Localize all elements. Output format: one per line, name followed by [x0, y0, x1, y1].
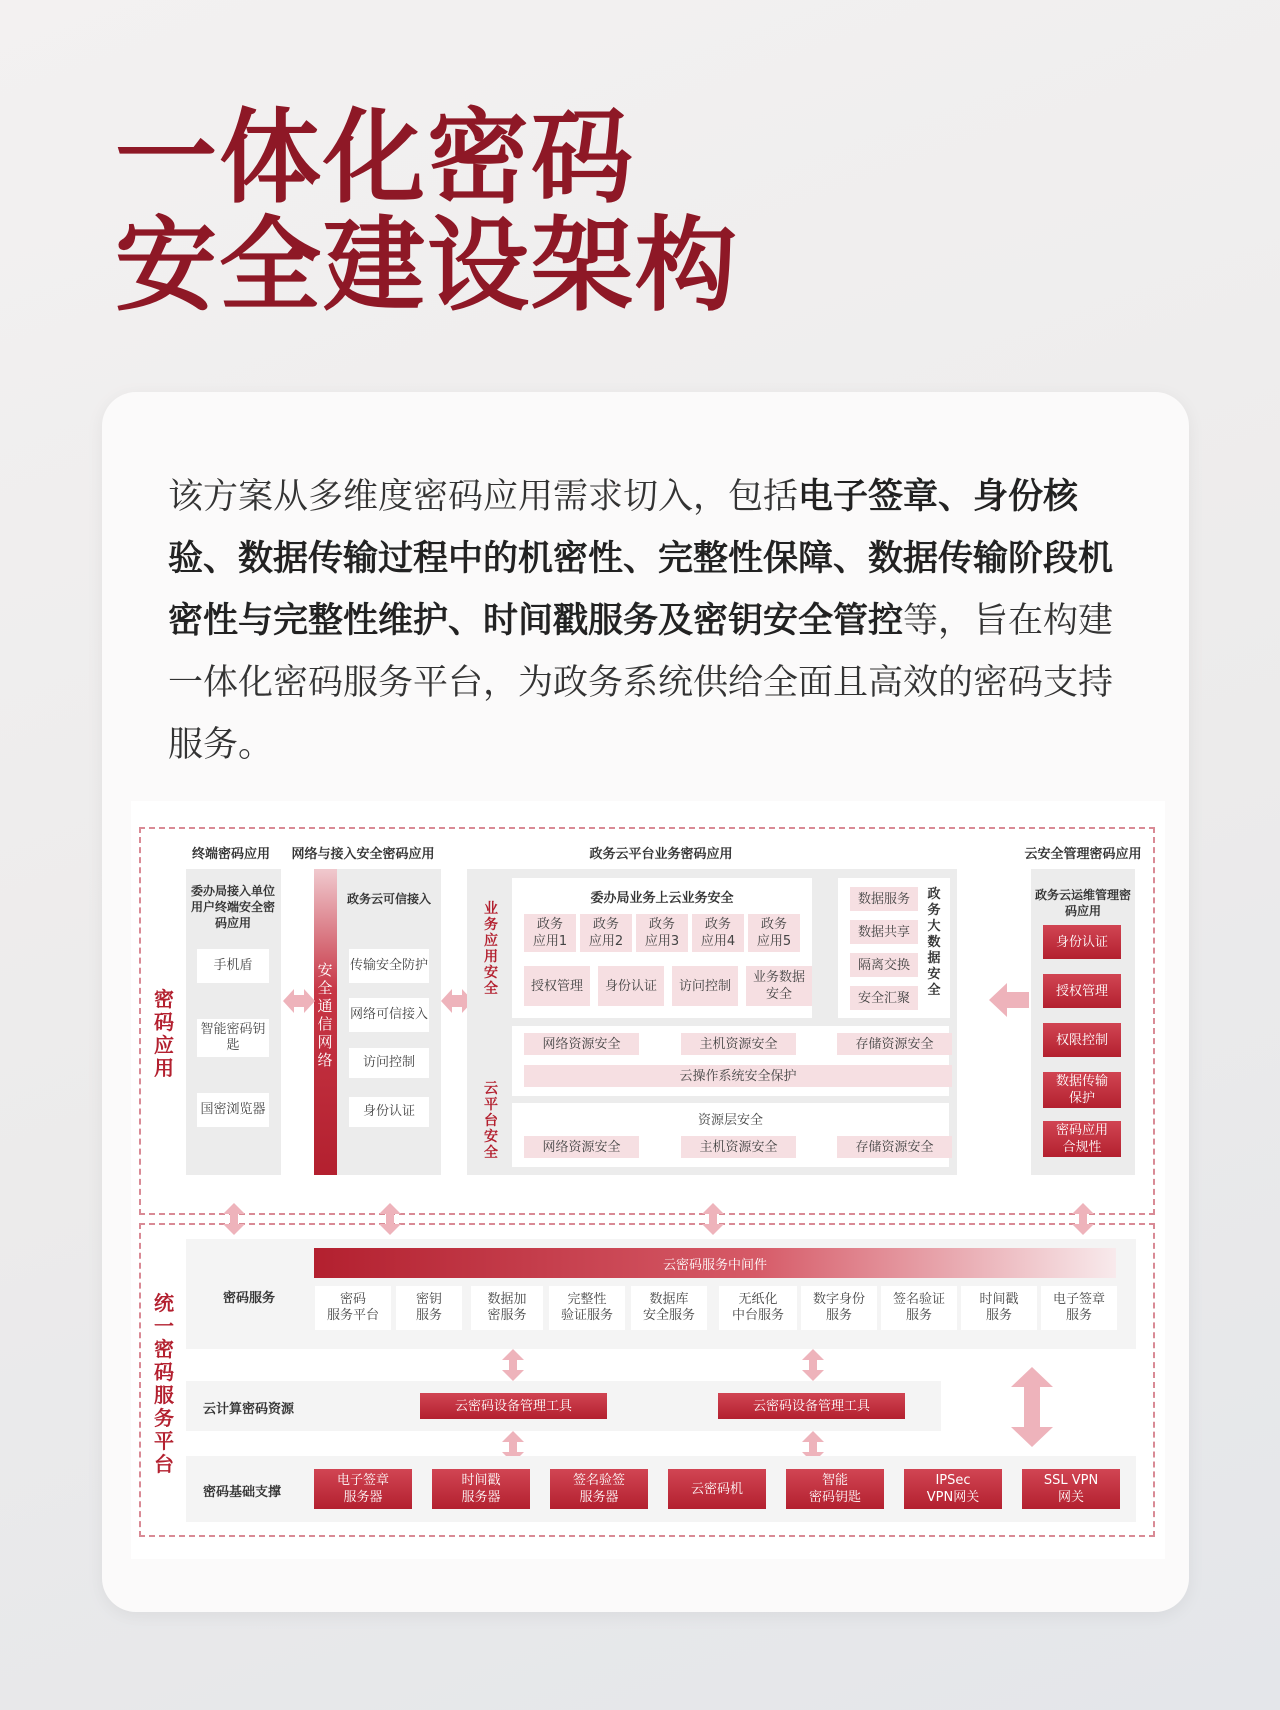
resource-security-item: 主机资源安全: [681, 1033, 796, 1055]
up-down-arrow-icon: [702, 1203, 724, 1235]
up-down-arrow-icon: [1011, 1367, 1053, 1447]
mgmt-item: 权限控制: [1043, 1023, 1121, 1057]
service-item: 无纸化 中台服务: [719, 1286, 797, 1330]
base-item: 智能 密码钥匙: [786, 1469, 884, 1509]
architecture-diagram: [131, 801, 1165, 1559]
mgmt-item: 身份认证: [1043, 925, 1121, 959]
service-item: 签名验证 服务: [881, 1286, 957, 1330]
double-arrow-icon: [283, 986, 315, 1016]
resource-label: 云计算密码资源: [203, 1402, 295, 1417]
intro-paragraph: [168, 466, 1118, 776]
service-item: 数据加 密服务: [471, 1286, 543, 1330]
service-item: 完整性 验证服务: [549, 1286, 625, 1330]
base-item: IPSec VPN网关: [904, 1469, 1002, 1509]
service-item: 时间戳 服务: [961, 1286, 1037, 1330]
service-label: 密码服务: [223, 1291, 276, 1306]
network-item: 访问控制: [349, 1048, 429, 1078]
service-item: 电子签章 服务: [1041, 1286, 1117, 1330]
base-item: 时间戳 服务器: [432, 1469, 530, 1509]
middleware-bar: 云密码服务中间件: [314, 1248, 1116, 1278]
biz-control: 身份认证: [598, 966, 664, 1006]
data-item: 安全汇聚: [850, 986, 918, 1010]
label-unified-platform: 统一密码服务平台: [154, 1291, 174, 1476]
up-down-arrow-icon: [1072, 1203, 1094, 1235]
intro-highlight: 电子签章、身份核验、数据传输过程中的机密性、完整性保障、数据传输阶段机密性与完整性维护、时间戳服务及密钥安全管控: [168, 477, 1114, 641]
base-item: 云密码机: [668, 1469, 766, 1509]
data-item: 数据服务: [850, 887, 918, 911]
gov-app: 政务 应用5: [748, 914, 800, 952]
network-item: 传输安全防护: [349, 949, 429, 983]
terminal-item: 手机盾: [197, 949, 269, 983]
biz-cloud-title: 委办局业务上云业务安全: [590, 891, 734, 906]
secure-network-label: 安全通信网络: [317, 961, 333, 1069]
up-down-arrow-icon: [502, 1349, 524, 1381]
biz-control: 业务数据 安全: [746, 966, 812, 1006]
header-terminal: 终端密码应用: [191, 847, 270, 862]
data-item: 数据共享: [850, 920, 918, 944]
device-mgmt-tool: 云密码设备管理工具: [718, 1393, 905, 1419]
up-down-arrow-icon: [802, 1349, 824, 1381]
service-item: 密码 服务平台: [315, 1286, 391, 1330]
arrow-left-icon: [989, 981, 1029, 1019]
resource-security-item: 主机资源安全: [681, 1136, 796, 1158]
resource-security-item: 网络资源安全: [524, 1136, 639, 1158]
page-title: [115, 99, 739, 326]
terminal-title: 委办局接入单位用户终端安全密码应用: [190, 884, 275, 930]
cloud-platform-security-label: 云平台安全: [484, 1081, 498, 1161]
resource-security-item: 存储资源安全: [837, 1136, 952, 1158]
data-item: 隔离交换: [850, 953, 918, 977]
gov-app: 政务 应用1: [524, 914, 576, 952]
network-title: 政务云可信接入: [346, 892, 431, 906]
network-item: 身份认证: [349, 1097, 429, 1127]
intro-text-1: 该方案从多维度密码应用需求切入，包括: [168, 477, 799, 517]
title-line-1: 一体化密码: [115, 99, 635, 218]
service-item: 数据库 安全服务: [631, 1286, 707, 1330]
terminal-item: 智能密码钥匙: [197, 1019, 269, 1057]
bigdata-label: 政务大数据安全: [927, 887, 941, 998]
base-item: 电子签章 服务器: [314, 1469, 412, 1509]
biz-control: 访问控制: [672, 966, 738, 1006]
resource-layer-title: 资源层安全: [697, 1113, 763, 1128]
mgmt-item: 数据传输 保护: [1043, 1072, 1121, 1108]
label-crypto-app: 密码应用: [154, 987, 174, 1080]
resource-security-item: 存储资源安全: [837, 1033, 952, 1055]
header-mgmt: 云安全管理密码应用: [1024, 847, 1142, 862]
terminal-item: 国密浏览器: [197, 1093, 269, 1127]
header-cloud: 政务云平台业务密码应用: [589, 847, 733, 862]
base-label: 密码基础支撑: [203, 1485, 282, 1500]
biz-control: 授权管理: [524, 966, 590, 1006]
biz-app-security-label: 业务应用安全: [484, 901, 498, 997]
resource-security-item: 网络资源安全: [524, 1033, 639, 1055]
up-down-arrow-icon: [223, 1203, 245, 1235]
mgmt-item: 授权管理: [1043, 974, 1121, 1008]
intro-text-2: 等，旨在构建一体化密码服务平台，为政务系统供给全面且高效的密码支持服务。: [168, 601, 1114, 765]
service-item: 数字身份 服务: [801, 1286, 877, 1330]
gov-app: 政务 应用3: [636, 914, 688, 952]
mgmt-item: 密码应用 合规性: [1043, 1121, 1121, 1157]
base-item: 签名验签 服务器: [550, 1469, 648, 1509]
device-mgmt-tool: 云密码设备管理工具: [420, 1393, 607, 1419]
gov-app: 政务 应用2: [580, 914, 632, 952]
mgmt-title: 政务云运维管理密码应用: [1035, 888, 1132, 918]
base-item: SSL VPN 网关: [1022, 1469, 1120, 1509]
gov-app: 政务 应用4: [692, 914, 744, 952]
cloud-os-protection: 云操作系统安全保护: [524, 1065, 952, 1087]
service-item: 密钥 服务: [396, 1286, 462, 1330]
title-line-2: 安全建设架构: [115, 207, 739, 326]
header-network: 网络与接入安全密码应用: [291, 847, 435, 862]
up-down-arrow-icon: [379, 1203, 401, 1235]
network-item: 网络可信接入: [349, 998, 429, 1032]
